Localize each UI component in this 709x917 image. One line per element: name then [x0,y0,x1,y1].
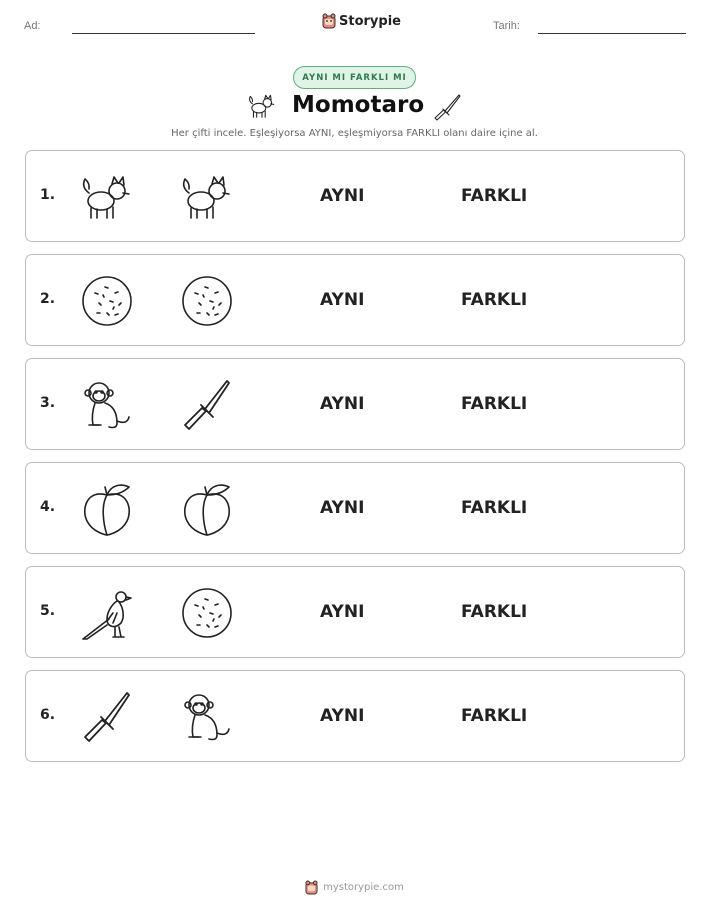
storypie-mascot-icon [322,13,336,29]
dog-icon [177,167,237,227]
brand-name: Storypie [339,13,401,29]
option-same[interactable]: AYNI [320,498,365,518]
footer-url[interactable]: mystorypie.com [323,882,404,893]
option-same[interactable]: AYNI [320,602,365,622]
option-different[interactable]: FARKLI [461,602,528,622]
option-same[interactable]: AYNI [320,186,365,206]
pheasant-icon [77,583,137,643]
row-number: 5. [40,603,56,619]
footer [0,880,709,895]
row-number: 1. [40,187,56,203]
exercise-row [25,254,685,346]
date-line[interactable] [538,33,686,34]
row-number: 4. [40,499,56,515]
exercise-row [25,462,685,554]
worksheet-type-badge: AYNI MI FARKLI MI [293,66,416,89]
row-number: 6. [40,707,56,723]
name-line[interactable] [72,33,255,34]
dumpling-icon [177,271,237,331]
sword-icon [432,92,462,126]
peach-icon [77,479,137,539]
option-different[interactable]: FARKLI [461,186,528,206]
option-different[interactable]: FARKLI [461,394,528,414]
sword-icon [77,687,137,747]
option-different[interactable]: FARKLI [461,290,528,310]
option-same[interactable]: AYNI [320,706,365,726]
exercise-row [25,150,685,242]
dumpling-icon [77,271,137,331]
monkey-icon [77,375,137,435]
monkey-icon [177,687,237,747]
exercise-row [25,566,685,658]
brand-logo [322,13,401,29]
exercise-row [25,358,685,450]
date-label: Tarih: [493,20,520,32]
storypie-mascot-icon [305,880,318,895]
option-different[interactable]: FARKLI [461,706,528,726]
option-same[interactable]: AYNI [320,394,365,414]
option-same[interactable]: AYNI [320,290,365,310]
name-label: Ad: [24,20,41,32]
option-different[interactable]: FARKLI [461,498,528,518]
row-number: 3. [40,395,56,411]
exercise-row [25,670,685,762]
dog-icon [246,90,278,126]
dumpling-icon [177,583,237,643]
page-title: Momotaro [292,92,425,118]
instructions: Her çifti incele. Eşleşiyorsa AYNI, eşleşmiyorsa FARKLI olanı daire içine al. [171,128,538,139]
peach-icon [177,479,237,539]
sword-icon [177,375,237,435]
row-number: 2. [40,291,56,307]
dog-icon [77,167,137,227]
